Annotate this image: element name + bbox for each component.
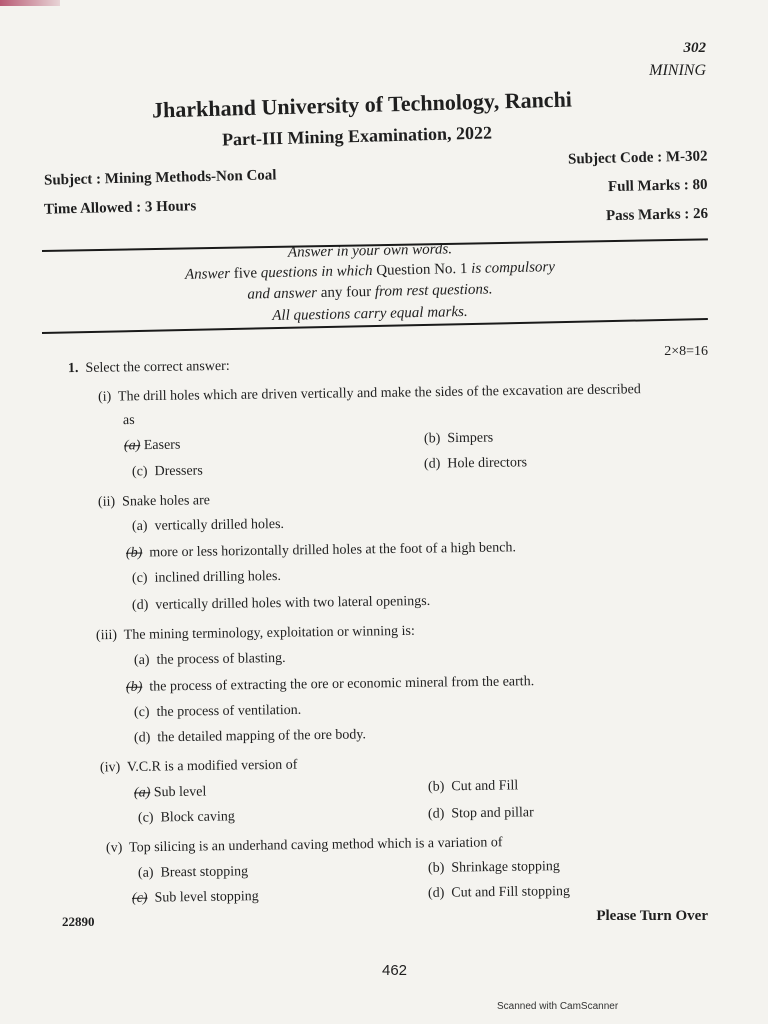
corner-ink-mark bbox=[0, 0, 60, 6]
subject-line: Subject : Mining Methods-Non Coal bbox=[43, 167, 277, 189]
instruction-line-2: Answer five questions in which Question No. 1 is compulsory bbox=[184, 259, 556, 283]
university-title: Jharkhand University of Technology, Ranchi bbox=[151, 86, 573, 123]
question-part-i-cont: as bbox=[122, 412, 135, 429]
option-v-d: (d) Cut and Fill stopping bbox=[427, 884, 571, 901]
question-1-heading: 1. Select the correct answer: bbox=[67, 358, 230, 377]
pass-marks: Pass Marks : 26 bbox=[605, 205, 709, 225]
exam-title: Part-III Mining Examination, 2022 bbox=[221, 122, 493, 150]
option-ii-b: (b) more or less horizontally drilled holes at the foot of a high bench. bbox=[125, 540, 517, 561]
option-ii-c: (c) inclined drilling holes. bbox=[131, 568, 282, 587]
option-iii-c: (c) the process of ventilation. bbox=[133, 702, 302, 721]
option-ii-a: (a) vertically drilled holes. bbox=[131, 516, 285, 535]
time-allowed: Time Allowed : 3 Hours bbox=[43, 198, 197, 218]
instruction-line-4: All questions carry equal marks. bbox=[272, 303, 468, 325]
option-i-d: (d) Hole directors bbox=[423, 455, 528, 472]
subject-short: MINING bbox=[649, 62, 706, 79]
subject-code: Subject Code : M-302 bbox=[568, 148, 709, 168]
option-iii-d: (d) the detailed mapping of the ore body. bbox=[133, 727, 367, 746]
option-iii-b: (b) the process of extracting the ore or economic mineral from the earth. bbox=[125, 674, 535, 695]
option-v-c: (c) Sub level stopping bbox=[131, 889, 259, 906]
option-ii-d: (d) vertically drilled holes with two lateral openings. bbox=[131, 593, 431, 614]
option-i-a: (a) Easers bbox=[123, 437, 181, 454]
option-iv-d: (d) Stop and pillar bbox=[427, 805, 534, 822]
question-part-v: (v) Top silicing is an underhand caving method which is a variation of bbox=[105, 835, 503, 856]
instruction-line-3: and answer any four from rest questions. bbox=[247, 281, 493, 303]
paper-code: 302 bbox=[683, 40, 706, 56]
option-iv-a: (a) Sub level bbox=[133, 784, 207, 801]
roll-number: 22890 bbox=[62, 914, 95, 929]
option-iii-a: (a) the process of blasting. bbox=[133, 650, 286, 669]
option-i-b: (b) Simpers bbox=[423, 430, 494, 447]
full-marks: Full Marks : 80 bbox=[608, 176, 709, 196]
option-i-c: (c) Dressers bbox=[131, 463, 203, 480]
instruction-line-1: Answer in your own words. bbox=[287, 241, 453, 261]
option-v-b: (b) Shrinkage stopping bbox=[427, 859, 560, 876]
question-part-iv: (iv) V.C.R is a modified version of bbox=[99, 757, 298, 776]
option-iv-c: (c) Block caving bbox=[137, 809, 235, 826]
question-part-i: (i) The drill holes which are driven vertically and make the sides of the excavation are described bbox=[97, 382, 641, 405]
question-marks: 2×8=16 bbox=[664, 344, 708, 359]
page-number: 462 bbox=[382, 962, 408, 979]
question-part-iii: (iii) The mining terminology, exploitation or winning is: bbox=[95, 623, 415, 644]
scanner-watermark: Scanned with CamScanner bbox=[497, 1001, 619, 1012]
please-turn-over: Please Turn Over bbox=[596, 908, 708, 924]
question-part-ii: (ii) Snake holes are bbox=[97, 493, 211, 510]
option-iv-b: (b) Cut and Fill bbox=[427, 778, 519, 795]
option-v-a: (a) Breast stopping bbox=[137, 864, 249, 881]
